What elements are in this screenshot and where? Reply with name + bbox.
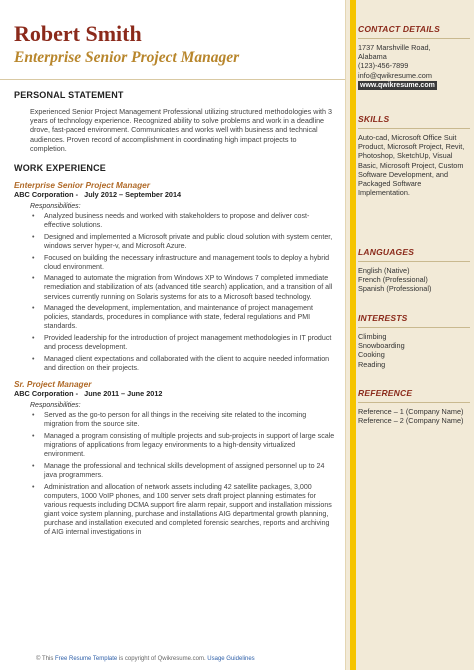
list-item: English (Native) <box>358 266 410 275</box>
job-title: Sr. Project Manager <box>14 379 92 390</box>
list-item: French (Professional) <box>358 275 428 285</box>
skills-text: Auto-cad, Microsoft Office Suit Product, Microsoft Project, Revit, Photoshop, SketchUp, Visual Basic, Microsoft Project, Custom Software Development, and Packaged Software Implementation. <box>358 133 465 198</box>
candidate-role: Enterprise Senior Project Manager <box>14 49 240 66</box>
languages-list <box>358 266 470 294</box>
contact-lines <box>358 43 470 90</box>
languages-section <box>358 247 470 294</box>
list-item: Reading <box>358 359 386 369</box>
job-dates: July 2012 – September 2014 <box>84 190 182 200</box>
job-company <box>14 190 335 199</box>
list-item: Spanish (Professional) <box>358 284 432 294</box>
footer-template-link[interactable]: Free Resume Template <box>55 656 118 662</box>
footer-usage-link[interactable]: Usage Guidelines <box>207 656 255 662</box>
contact-address: 1737 Marshville Road, <box>358 43 431 52</box>
interests-section <box>358 313 470 369</box>
reference-list <box>358 407 470 425</box>
personal-statement-text: Experienced Senior Project Management Professional utilizing structured methodologies with 3 years of technology experience. Recognized ability to solve problems and work in a deadline drove, fast-paced environment. Communicates and works well with business and technical audiences. Proven record of accomplishment in coordinating high impact projects to completion. <box>30 107 333 153</box>
responsibilities-list <box>14 212 335 373</box>
skills-heading: SKILLS <box>358 114 390 124</box>
skills-section <box>358 114 470 197</box>
reference-section <box>358 388 470 425</box>
candidate-name: Robert Smith <box>14 21 142 46</box>
skills-divider <box>358 128 470 129</box>
job-dates: June 2011 – June 2012 <box>84 389 163 399</box>
job-company <box>14 389 335 398</box>
list-item: • Analyzed business needs and worked with stakeholders to propose and deliver cost-effective solutions. <box>44 212 335 230</box>
interests-divider <box>358 327 470 328</box>
list-item: Climbing <box>358 332 387 341</box>
list-item: • Managed a program consisting of multiple projects and sub-projects in support of large scale migrations of applications from legacy environments to a high-density virtualized environment. <box>44 432 335 459</box>
personal-statement-heading: PERSONAL STATEMENT <box>14 90 124 100</box>
responsibilities-label: Responsibilities: <box>30 203 81 211</box>
job-entry <box>14 180 335 373</box>
contact-divider <box>358 38 470 39</box>
job-entry <box>14 379 335 537</box>
footer-text: is copyright of Qwikresume.com. <box>118 656 206 662</box>
contact-section <box>358 24 470 90</box>
list-item: Reference – 2 (Company Name) <box>358 416 464 426</box>
list-item: Cooking <box>358 350 385 360</box>
list-item: • Served as the go-to person for all things in the receiving site related to the incoming migration from the source site. <box>44 411 335 429</box>
reference-divider <box>358 402 470 403</box>
list-item: • Manage the professional and technical skills development of assigned personnel up to 24 java programmers. <box>44 462 335 480</box>
list-item: • Managed the development, implementation, and maintenance of project management policies, standards, procedures in compliance with state, federal regulations and PMI standards. <box>44 304 335 331</box>
company-name: ABC Corporation - <box>14 190 79 200</box>
contact-state: Alabama <box>358 52 387 62</box>
list-item: • Administration and allocation of network assets including 42 satellite packages, 3,000 computers, 1000 VoIP phones, and 100 server sets draft project planning estimates for various requests including DCMA support fire alarm repair, support and installation missions giant voice system planning, purchase and installations AIG departmental growth planning, purchase and installation executed and completed forensic searches, reports and archiving of AIG internal investigations in <box>44 483 335 538</box>
company-name: ABC Corporation - <box>14 389 79 399</box>
accent-bar <box>350 0 356 670</box>
job-title: Enterprise Senior Project Manager <box>14 180 151 191</box>
contact-website[interactable]: www.qwikresume.com <box>360 81 435 89</box>
contact-email[interactable]: info@qwikresume.com <box>358 70 432 80</box>
work-experience-heading: WORK EXPERIENCE <box>14 163 107 174</box>
languages-heading: LANGUAGES <box>358 247 415 257</box>
list-item: Snowboarding <box>358 341 405 351</box>
contact-heading: CONTACT DETAILS <box>358 24 441 34</box>
interests-list <box>358 332 470 369</box>
interests-heading: INTERESTS <box>358 313 408 323</box>
header-divider <box>0 79 345 80</box>
reference-heading: REFERENCE <box>358 388 413 398</box>
list-item: • Focused on building the necessary infrastructure and management tools to deploy a hybrid cloud environment. <box>44 254 335 272</box>
list-item: • Provided leadership for the introduction of project management methodologies in IT product and process development. <box>44 334 335 352</box>
footer-copyright: © This <box>36 656 54 662</box>
responsibilities-list <box>14 411 335 537</box>
contact-phone: (123)-456-7899 <box>358 61 409 71</box>
list-item: • Designed and implemented a Microsoft private and public cloud solution with system center, windows server hyper-v, and Microsoft Azure. <box>44 233 335 251</box>
footer <box>36 655 255 663</box>
languages-divider <box>358 261 470 262</box>
list-item: • Managed client expectations and collaborated with the client to acquire needed information and direction on their projects. <box>44 355 335 373</box>
list-item: Reference – 1 (Company Name) <box>358 407 464 416</box>
list-item: • Managed to automate the migration from Windows XP to Windows 7 completed immediate remediation and stabilization of ats (advanced title search) application, and a transition of all services currently running on Solaris systems for ats to a Microsoft based technology. <box>44 274 335 301</box>
responsibilities-label: Responsibilities: <box>30 402 81 410</box>
